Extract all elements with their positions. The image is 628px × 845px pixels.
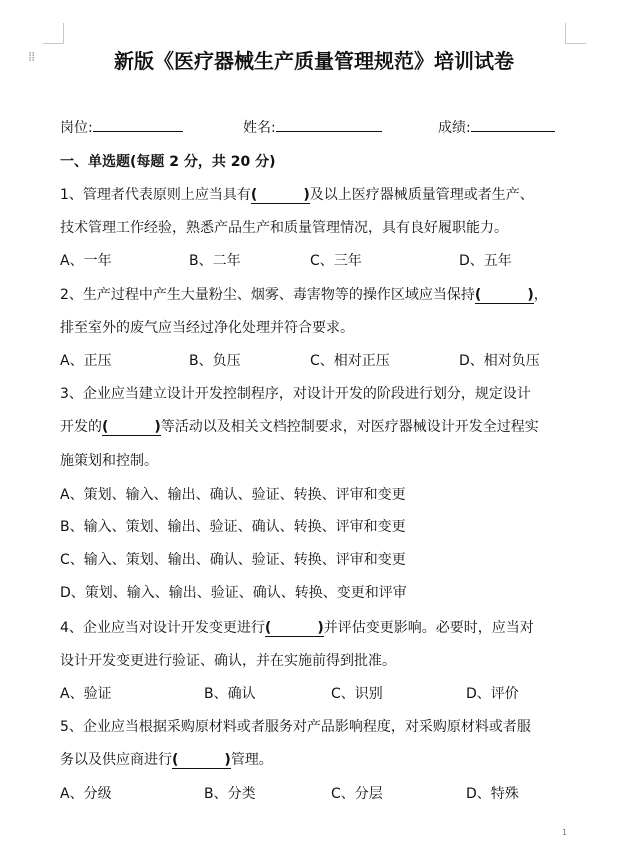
question-4-option-a[interactable]: A、验证 — [60, 686, 112, 702]
position-label: 岗位: — [60, 120, 93, 136]
question-4-option-d[interactable]: D、评价 — [466, 686, 519, 702]
question-3-option-c[interactable]: C、输入、策划、输出、确认、验证、转换、评审和变更 — [60, 552, 406, 568]
question-1-option-b[interactable]: B、二年 — [189, 253, 241, 269]
question-5-option-d[interactable]: D、特殊 — [466, 786, 519, 802]
score-label: 成绩: — [438, 120, 471, 136]
answer-blank-3[interactable]: ( ) — [102, 419, 161, 435]
drag-handle-icon[interactable]: ⁞⁞ — [28, 50, 35, 65]
question-4-option-b[interactable]: B、确认 — [204, 686, 256, 702]
question-1-option-c[interactable]: C、三年 — [310, 253, 362, 269]
name-field[interactable] — [243, 117, 382, 137]
score-field[interactable] — [438, 117, 555, 137]
answer-blank-4[interactable]: ( ) — [264, 620, 324, 636]
question-2-line-2: 排至室外的废气应当经过净化处理并符合要求。 — [60, 320, 354, 336]
question-1-option-a[interactable]: A、一年 — [60, 253, 112, 269]
question-5-option-b[interactable]: B、分类 — [204, 786, 256, 802]
question-5-option-a[interactable]: A、分级 — [60, 786, 112, 802]
question-5-line-2: 务以及供应商进行( )管理。 — [60, 752, 273, 768]
question-3-option-b[interactable]: B、输入、策划、输出、验证、确认、转换、评审和变更 — [60, 519, 406, 535]
question-3-line-3: 施策划和控制。 — [60, 453, 158, 469]
position-blank[interactable] — [93, 117, 183, 132]
question-2-option-b[interactable]: B、负压 — [189, 353, 241, 369]
answer-blank-2[interactable]: ( ) — [474, 287, 534, 303]
page-title: 新版《医疗器械生产质量管理规范》培训试卷 — [114, 49, 514, 73]
section-heading: 一、单选题(每题 2 分，共 20 分) — [60, 154, 276, 170]
answer-blank-1[interactable]: ( ) — [250, 187, 310, 203]
position-field[interactable] — [60, 117, 183, 137]
question-4-line-1: 4、企业应当对设计开发变更进行( )并评估变更影响。必要时，应当对 — [60, 620, 534, 636]
question-3-option-d[interactable]: D、策划、输入、输出、验证、确认、转换、变更和评审 — [60, 585, 407, 601]
question-1-option-d[interactable]: D、五年 — [459, 253, 512, 269]
question-3-option-a[interactable]: A、策划、输入、输出、确认、验证、转换、评审和变更 — [60, 487, 406, 503]
page-corner-mark-left — [43, 23, 64, 44]
page-number: 1 — [562, 828, 568, 837]
question-3-line-2: 开发的( )等活动以及相关文档控制要求，对医疗器械设计开发全过程实 — [60, 419, 539, 435]
name-label: 姓名: — [243, 120, 276, 136]
question-2-option-d[interactable]: D、相对负压 — [459, 353, 540, 369]
question-3-line-1: 3、企业应当建立设计开发控制程序，对设计开发的阶段进行划分，规定设计 — [60, 386, 531, 402]
question-2-line-1: 2、生产过程中产生大量粉尘、烟雾、毒害物等的操作区域应当保持( )， — [60, 287, 548, 303]
question-2-option-a[interactable]: A、正压 — [60, 353, 112, 369]
question-5-option-c[interactable]: C、分层 — [331, 786, 383, 802]
question-1-line-2: 技术管理工作经验，熟悉产品生产和质量管理情况，具有良好履职能力。 — [60, 220, 508, 236]
question-2-option-c[interactable]: C、相对正压 — [310, 353, 390, 369]
question-4-line-2: 设计开发变更进行验证、确认，并在实施前得到批准。 — [60, 653, 396, 669]
question-1-line-1: 1、管理者代表原则上应当具有( )及以上医疗器械质量管理或者生产、 — [60, 187, 534, 203]
name-blank[interactable] — [276, 117, 382, 132]
question-4-option-c[interactable]: C、识别 — [331, 686, 383, 702]
answer-blank-5[interactable]: ( ) — [172, 752, 231, 768]
page-corner-mark-right — [565, 23, 586, 44]
score-blank[interactable] — [471, 117, 555, 132]
question-5-line-1: 5、企业应当根据采购原材料或者服务对产品影响程度，对采购原材料或者服 — [60, 719, 531, 735]
